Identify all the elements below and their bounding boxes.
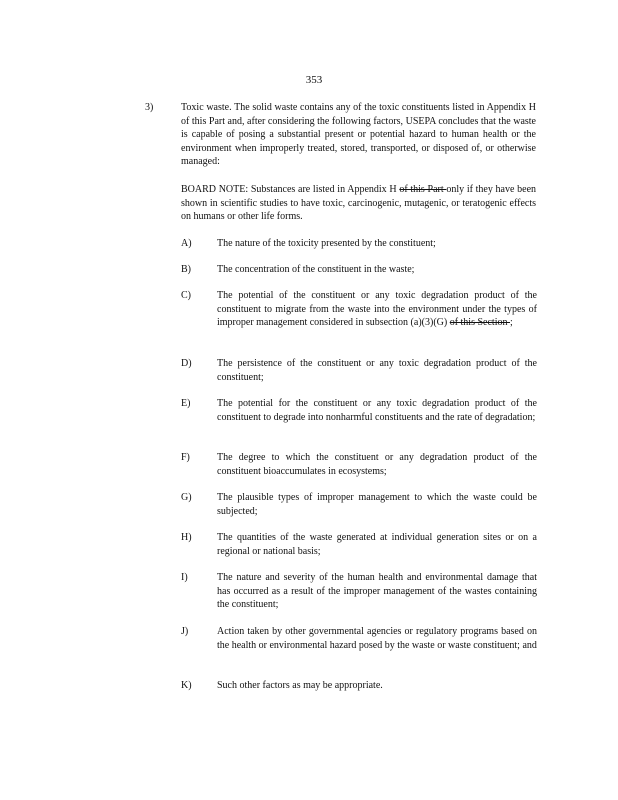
list-item-label: C) [181,290,191,301]
board-note-prefix: BOARD NOTE: Substances are listed in Appendix H [181,184,400,195]
list-item-text: The nature of the toxicity presented by the constituent; [217,238,436,249]
board-note-suffix: only if they have been shown in scientific studies to have toxic, carcinogenic, mutagenic, or teratogenic effects on humans or other life forms. [181,184,537,223]
list-item-text: The plausible types of improper management to which the waste could be subjected; [217,492,537,517]
list-item-label: G) [181,492,192,503]
section-label: 3) [145,102,154,113]
list-item-label: F) [181,452,190,463]
list-item-struck-text: of this Section [449,317,510,329]
list-item-label: K) [181,680,192,691]
board-note [181,183,536,224]
list-item-text: The degree to which the constituent or any degradation product of the constituent bioaccumulates in ecosystems; [217,452,537,477]
list-item-text: The quantities of the waste generated at individual generation sites or on a regional or national basis; [217,532,537,557]
list-item-label: B) [181,264,191,275]
list-item-text: The persistence of the constituent or any toxic degradation product of the constituent; [217,358,537,383]
list-item-label: I) [181,572,188,583]
list-item-text [217,289,537,330]
list-item-label: E) [181,398,191,409]
list-item-text: Such other factors as may be appropriate. [217,680,383,691]
list-item-label: A) [181,238,192,249]
list-item-text: Action taken by other governmental agencies or regulatory programs based on the health or environmental hazard posed by the waste or waste constituent; and [217,626,537,651]
section-text [181,101,536,169]
list-item-text: The concentration of the constituent in the waste; [217,264,415,275]
list-item-label: H) [181,532,192,543]
list-item-text-main: The potential of the constituent or any toxic degradation product of the constituent to migrate from the waste into the environment under the types of improper management considered in subsection (a)(3)(G) [217,290,537,329]
list-item-text-after: ; [509,317,513,329]
list-item-label: D) [181,358,192,369]
list-item-text: The potential for the constituent or any toxic degradation product of the constituent to degrade into nonharmful constituents and the rate of degradation; [217,398,537,423]
list-item-label: J) [181,626,189,637]
board-note-struck-text: of this Part [399,184,447,195]
list-item-text: The nature and severity of the human health and environmental damage that has occurred as a result of the improper management of the wastes containing the constituent; [217,572,537,611]
page-number: 353 [305,74,323,86]
section-paragraph: Toxic waste. The solid waste contains any of the toxic constituents listed in Appendix H of this Part and, after considering the following factors, USEPA concludes that the waste is capable of posing a substantial present or potential hazard to human health or the environment when improperly treated, stored, transported, or disposed of, or otherwise managed: [181,102,536,168]
